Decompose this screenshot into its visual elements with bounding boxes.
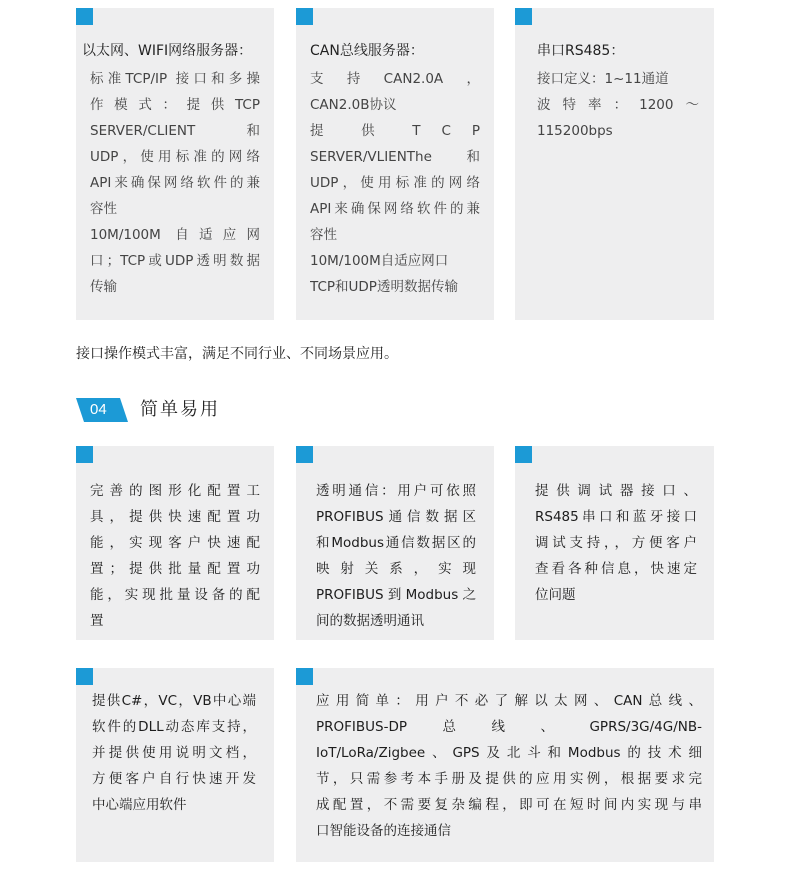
card-line: SERVER/VLIENThe和 (310, 149, 480, 165)
section-number: 04 (90, 401, 107, 418)
card-marker-icon (76, 446, 93, 463)
card-title: 串口RS485： (537, 43, 625, 59)
card-marker-icon (296, 668, 313, 685)
card-line: 波特率：1200～ (537, 97, 699, 113)
card-marker-icon (296, 8, 313, 25)
card-line: API来确保网络软件的兼 (310, 201, 480, 217)
card-line: 作模式：提供TCP (90, 97, 260, 113)
section-number-badge (76, 398, 128, 422)
card-line: 查看各种信息，快速定 (535, 561, 697, 577)
card-line: 容性 (310, 227, 337, 243)
card-line: 提供C#，VC，VB中心端 (92, 693, 256, 709)
card-line: UDP，使用标准的网络 (310, 175, 480, 191)
section-title: 简单易用 (140, 399, 220, 420)
card-line: 传输 (90, 279, 117, 295)
card-line: 映 射 关 系 ， 实 现 (316, 561, 476, 577)
card-line: TCP和UDP透明数据传输 (310, 279, 458, 295)
card-line: 支持CAN2.0A， (310, 71, 480, 87)
card-line: 间的数据透明通讯 (316, 613, 424, 629)
card-line: 接口定义：1~11通道 (537, 71, 669, 87)
card-marker-icon (76, 8, 93, 25)
summary-text: 接口操作模式丰富，满足不同行业、不同场景应用。 (76, 346, 398, 362)
feature-card-sdk (76, 668, 274, 862)
card-line: 节，只需参考本手册及提供的应用实例，根据要求完 (316, 771, 702, 787)
card-marker-icon (515, 446, 532, 463)
card-line: 能，实现批量设备的配 (90, 587, 260, 603)
card-marker-icon (296, 446, 313, 463)
feature-card-transparent (296, 446, 494, 640)
card-line: 并提供使用说明文档， (92, 745, 256, 761)
feature-card-config (76, 446, 274, 640)
card-line: 口；TCP或UDP透明数据 (90, 253, 260, 269)
card-line: 具，提供快速配置功 (90, 509, 260, 525)
card-line: 10M/100M自适应网口 (310, 253, 449, 269)
card-title: 以太网、WIFI网络服务器： (82, 43, 253, 59)
card-line: 调试支持，，方便客户 (535, 535, 697, 551)
card-line: PROFIBUS到Modbus之 (316, 587, 476, 603)
card-line: 方便客户自行快速开发 (92, 771, 256, 787)
card-line: 完善的图形化配置工 (90, 483, 260, 499)
feature-card-ethernet (76, 8, 274, 320)
feature-card-can (296, 8, 494, 320)
card-line: 标准TCP/IP 接口和多操 (90, 71, 260, 87)
card-line: UDP，使用标准的网络 (90, 149, 260, 165)
card-line: 置 (90, 613, 104, 629)
card-line: 10M/100M 自适应网 (90, 227, 260, 243)
card-line: PROFIBUS-DP总线、GPRS/3G/4G/NB- (316, 719, 702, 735)
card-line: 提供调试器接口、 (535, 483, 697, 499)
card-title: CAN总线服务器： (310, 43, 424, 59)
card-line: PROFIBUS通信数据区 (316, 509, 476, 525)
card-line: RS485串口和蓝牙接口 (535, 509, 697, 525)
card-line: 透明通信：用户可依照 (316, 483, 476, 499)
feature-card-easy-use (296, 668, 714, 862)
card-line: 中心端应用软件 (92, 797, 187, 813)
card-line: 位问题 (535, 587, 576, 603)
card-marker-icon (515, 8, 532, 25)
card-line: 和Modbus通信数据区的 (316, 535, 476, 551)
feature-card-debug (515, 446, 714, 640)
card-line: 软件的DLL动态库支持， (92, 719, 256, 735)
card-line: 容性 (90, 201, 117, 217)
card-line: 口智能设备的连接通信 (316, 823, 451, 839)
card-line: 115200bps (537, 123, 613, 139)
feature-card-rs485 (515, 8, 714, 320)
card-line: 成配置，不需要复杂编程，即可在短时间内实现与串 (316, 797, 702, 813)
card-line: 置；提供批量配置功 (90, 561, 260, 577)
card-line: 提 供 T C P (310, 123, 480, 139)
card-line: 应用简单：用户不必了解以太网、CAN总线、 (316, 693, 702, 709)
card-marker-icon (76, 668, 93, 685)
card-line: IoT/LoRa/Zigbee、GPS及北斗和Modbus的技术细 (316, 745, 702, 761)
card-line: CAN2.0B协议 (310, 97, 397, 113)
card-line: 能，实现客户快速配 (90, 535, 260, 551)
card-line: SERVER/CLIENT 和 (90, 123, 260, 139)
card-line: API来确保网络软件的兼 (90, 175, 260, 191)
